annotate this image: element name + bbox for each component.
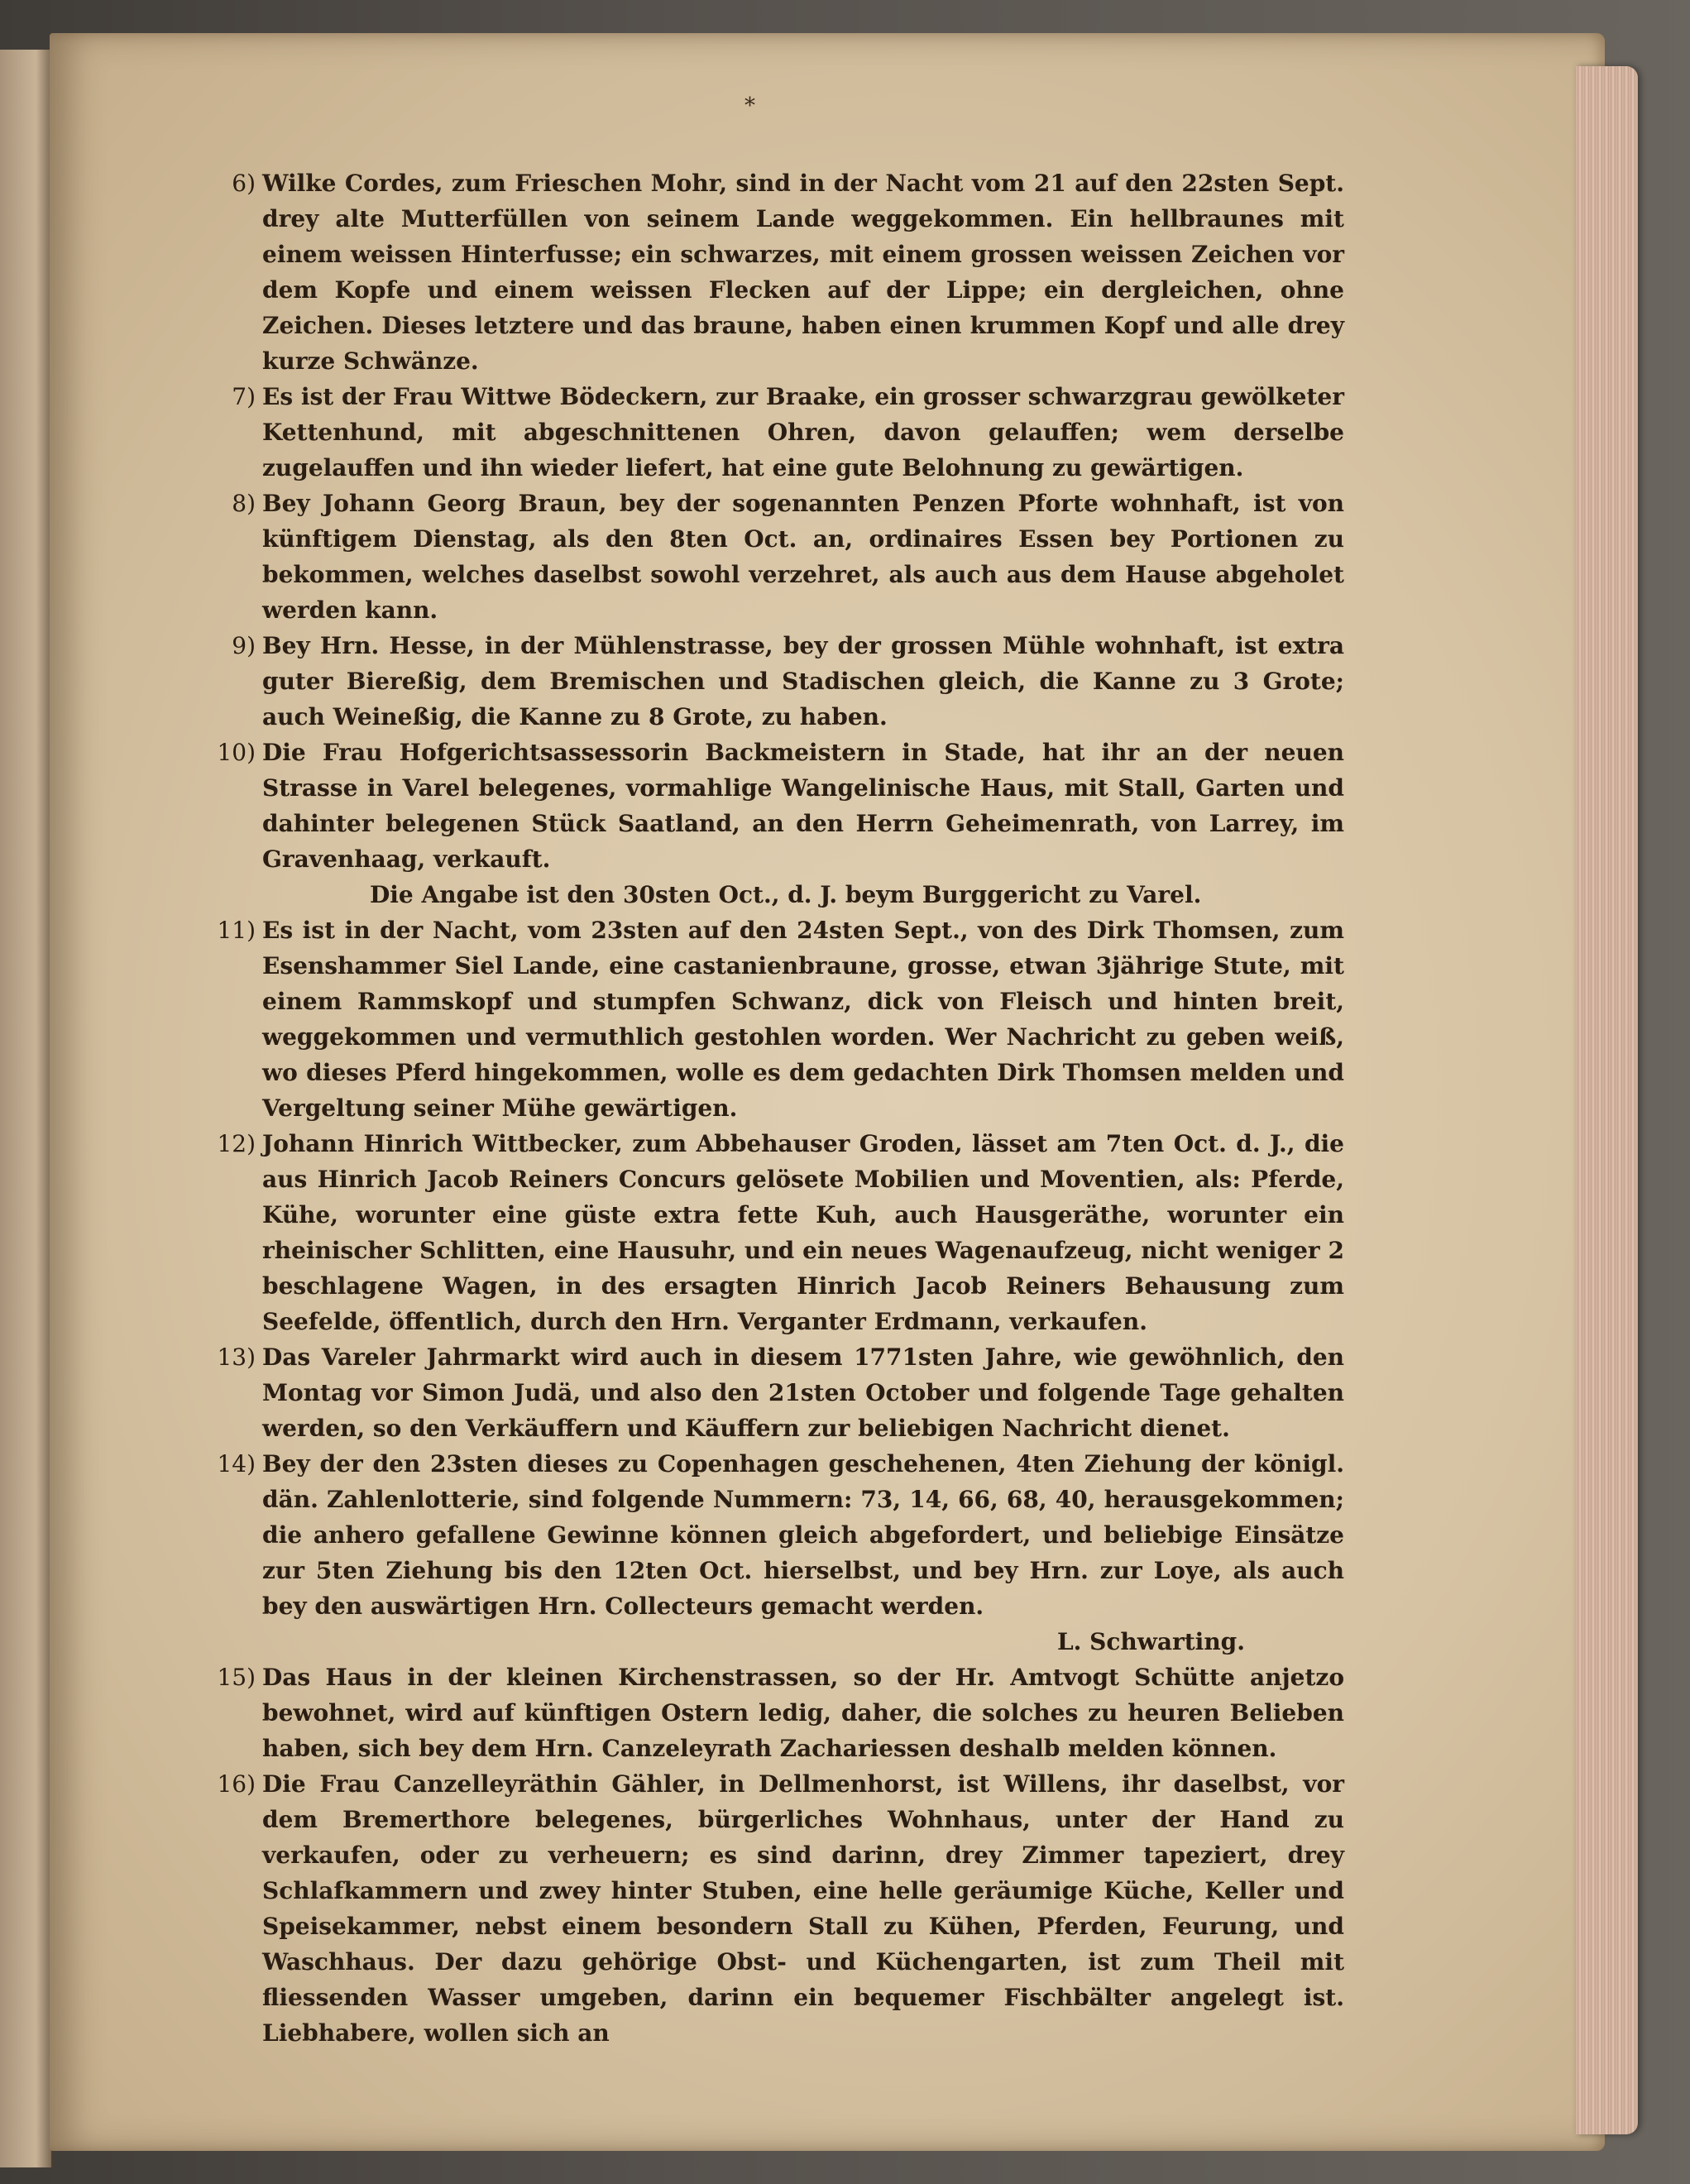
entry-number: 7) <box>232 383 256 410</box>
entry-number: 16) <box>217 1770 256 1798</box>
left-page-edge <box>0 50 53 2167</box>
entry-text: Wilke Cordes, zum Frieschen Mohr, sind in der Nacht vom 21 auf den 22sten Sept. drey alte Mutterfüllen von seinem Lande weggekommen. Ein hellbraunes mit einem weissen Hinterfusse; ein schwarzes, mit einem grossen weissen Zeichen vor dem Kopfe und einem weissen Flecken auf der Lippe; ein dergleichen, ohne Zeichen. Dieses letztere und das braune, haben einen krummen Kopf und alle drey kurze Schwänze. <box>262 170 1344 375</box>
entry-14 <box>170 1446 1344 1660</box>
entry-11 <box>170 912 1344 1126</box>
entry-text: Johann Hinrich Wittbecker, zum Abbehauser Groden, lässet am 7ten Oct. d. J., die aus Hinrich Jacob Reiners Concurs gelösete Mobilien und Moventien, als: Pferde, Kühe, worunter eine güste extra fette Kuh, auch Hausgeräthe, worunter ein rheinischer Schlitten, eine Hausuhr, und ein neues Wagenaufzeug, nicht weniger 2 beschlagene Wagen, in des ersagten Hinrich Jacob Reiners Behausung zum Seefelde, öffentlich, durch den Hrn. Verganter Erdmann, verkaufen. <box>262 1130 1344 1335</box>
entry-text: Bey der den 23sten dieses zu Copenhagen geschehenen, 4ten Ziehung der königl. dän. Zahlenlotterie, sind folgende Nummern: 73, 14, 66, 68, 40, herausgekommen; die anhero gefallene Gewinne können gleich abgefordert, und beliebige Einsätze zur 5ten Ziehung bis den 12ten Oct. hierselbst, und bey Hrn. zur Loye, als auch bey den auswärtigen Hrn. Collecteurs gemacht werden. <box>262 1450 1344 1620</box>
entry-number: 14) <box>217 1450 256 1478</box>
entry-number: 9) <box>232 632 256 659</box>
entry-text: Die Frau Hofgerichtsassessorin Backmeistern in Stade, hat ihr an der neuen Strasse in Varel belegenes, vormahlige Wangelinische Haus, mit Stall, Garten und dahinter belegenen Stück Saatland, an den Herrn Geheimenrath, von Larrey, im Gravenhaag, verkauft. <box>262 739 1344 873</box>
entry-number: 12) <box>217 1130 256 1157</box>
entry-text: Das Haus in der kleinen Kirchenstrassen, so der Hr. Amtvogt Schütte anjetzo bewohnet, wird auf künftigen Ostern ledig, daher, die solches zu heuren Belieben haben, sich bey dem Hrn. Canzeleyrath Zachariessen deshalb melden können. <box>262 1664 1344 1762</box>
entry-number: 15) <box>217 1664 256 1691</box>
entry-number: 8) <box>232 490 256 517</box>
entry-7 <box>170 379 1344 486</box>
entry-note: Die Angabe ist den 30sten Oct., d. J. beym Burggericht zu Varel. <box>370 881 1202 908</box>
entry-text: Bey Johann Georg Braun, bey der sogenannten Penzen Pforte wohnhaft, ist von künftigem Dienstag, als den 8ten Oct. an, ordinaires Essen bey Portionen zu bekommen, welches daselbst sowohl verzehret, als auch aus dem Hause abgeholet werden kann. <box>262 490 1344 624</box>
entry-10 <box>170 735 1344 912</box>
entry-15 <box>170 1660 1344 1766</box>
entry-text: Es ist der Frau Wittwe Bödeckern, zur Braake, ein grosser schwarzgrau gewölketer Kettenhund, mit abgeschnittenen Ohren, davon gelauffen; wem derselbe zugelauffen und ihn wieder liefert, hat eine gute Belohnung zu gewärtigen. <box>262 383 1344 481</box>
entry-number: 13) <box>217 1343 256 1371</box>
entry-number: 6) <box>232 170 256 197</box>
entry-number: 11) <box>217 917 256 944</box>
entry-8 <box>170 486 1344 628</box>
entry-6 <box>170 165 1344 379</box>
entry-16 <box>170 1766 1344 2051</box>
entry-text: Bey Hrn. Hesse, in der Mühlenstrasse, bey der grossen Mühle wohnhaft, ist extra guter Biereßig, dem Bremischen und Stadischen gleich, die Kanne zu 3 Grote; auch Weineßig, die Kanne zu 8 Grote, zu haben. <box>262 632 1344 730</box>
entry-number: 10) <box>217 739 256 766</box>
entry-text: Das Vareler Jahrmarkt wird auch in diesem 1771sten Jahre, wie gewöhnlich, den Montag vor Simon Judä, und also den 21sten October und folgende Tage gehalten werden, so den Verkäuffern und Käuffern zur beliebigen Nachricht dienet. <box>262 1343 1344 1442</box>
entry-text: Es ist in der Nacht, vom 23sten auf den 24sten Sept., von des Dirk Thomsen, zum Esenshammer Siel Lande, eine castanienbraune, grosse, etwan 3jährige Stute, mit einem Rammskopf und stumpfen Schwanz, dick von Fleisch und hinten breit, weggekommen und vermuthlich gestohlen worden. Wer Nachricht zu geben weiß, wo dieses Pferd hingekommen, wolle es dem gedachten Dirk Thomsen melden und Vergeltung seiner Mühe gewärtigen. <box>262 917 1344 1122</box>
entry-text: Die Frau Canzelleyräthin Gähler, in Dellmenhorst, ist Willens, ihr daselbst, vor dem Bremerthore belegenes, bürgerliches Wohnhaus, unter der Hand zu verkaufen, oder zu verheuern; es sind darinn, drey Zimmer tapeziert, drey Schlafkammern und zwey hinter Stuben, eine helle geräumige Küche, Keller und Speisekammer, nebst einem besondern Stall zu Kühen, Pferden, Feurung, und Waschhaus. Der dazu gehörige Obst- und Küchengarten, ist zum Theil mit fliessenden Wasser umgeben, darinn ein bequemer Fischbälter angelegt ist. Liebhabere, wollen sich an <box>262 1770 1344 2047</box>
page-mark: ⁎ <box>744 87 755 112</box>
page-text <box>170 165 1344 2051</box>
entry-9 <box>170 628 1344 735</box>
entry-12 <box>170 1126 1344 1339</box>
entry-13 <box>170 1339 1344 1446</box>
page-edges <box>1576 66 1638 2134</box>
entry-signature: L. Schwarting. <box>1056 1628 1245 1655</box>
